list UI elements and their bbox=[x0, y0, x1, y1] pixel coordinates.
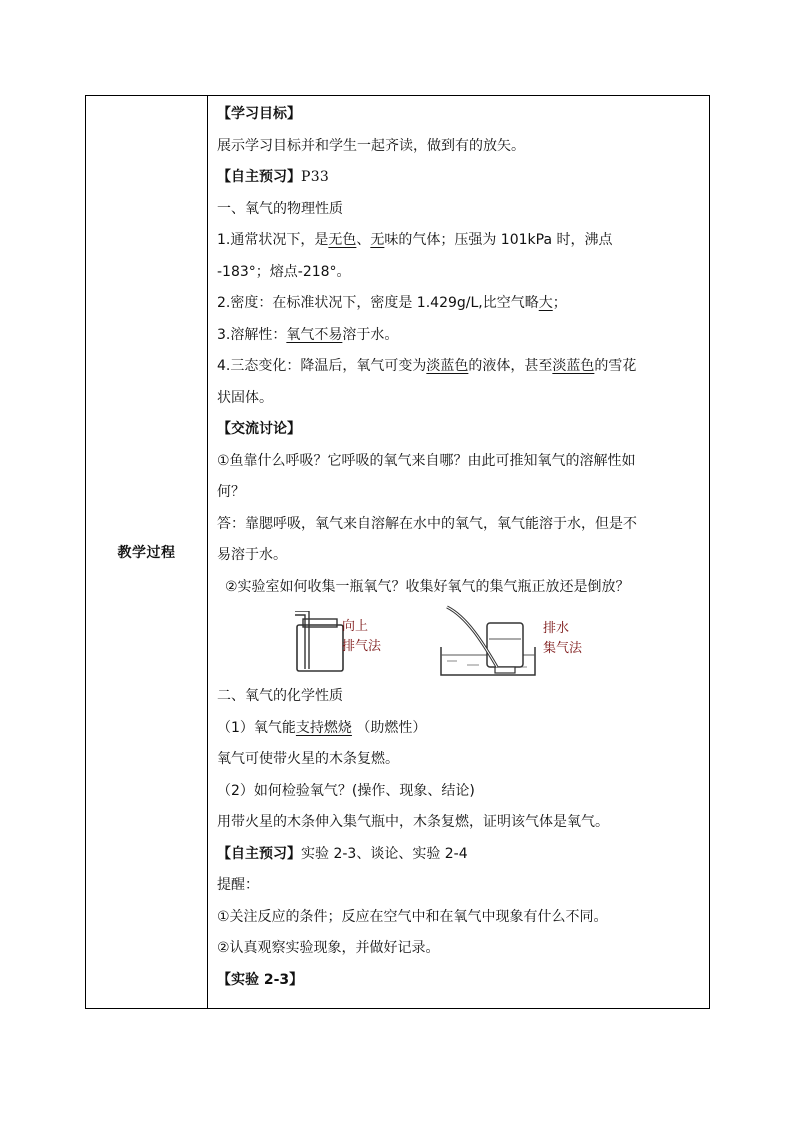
physical-p1-line2: -183°；熔点-218°。 bbox=[217, 263, 351, 280]
physical-title: 一、氧气的物理性质 bbox=[217, 200, 343, 217]
preview-heading-line bbox=[217, 162, 701, 194]
physical-p2 bbox=[217, 288, 701, 320]
text-run: 2.密度：在标准状况下，密度是 1.429g/L,比空气略 bbox=[217, 295, 539, 311]
answer-blank: 大 bbox=[538, 295, 553, 311]
lesson-table bbox=[85, 95, 710, 1009]
experiment-heading: 【实验 2-3】 bbox=[217, 971, 304, 988]
text-run: 的液体，甚至 bbox=[468, 358, 553, 374]
discussion-q1-line1: ①鱼靠什么呼吸？它呼吸的氧气来自哪？由此可推知氧气的溶解性如 bbox=[217, 452, 636, 469]
answer-blank: 淡蓝色 bbox=[426, 358, 469, 374]
text-run: （1）氧气能 bbox=[217, 719, 296, 736]
chemical-p2: （2）如何检验氧气？(操作、现象、结论) bbox=[217, 782, 475, 799]
goal-heading: 【学习目标】 bbox=[217, 106, 301, 122]
text-run: 的雪花 bbox=[594, 358, 637, 374]
reminder-2: ②认真观察实验现象，并做好记录。 bbox=[217, 940, 440, 956]
preview2-line bbox=[217, 839, 701, 871]
answer-blank: 无 bbox=[370, 232, 385, 248]
text-run: 3.溶解性： bbox=[217, 326, 287, 343]
figure-label-line: 向上 bbox=[342, 619, 369, 634]
physical-p4-line2: 状固体。 bbox=[217, 389, 273, 406]
water-displacement-trough-icon bbox=[437, 603, 537, 679]
content-cell bbox=[208, 96, 710, 1009]
figure-label-line: 排气法 bbox=[342, 639, 382, 654]
text-run: 4.三态变化：降温后，氧气可变为 bbox=[217, 358, 427, 374]
upward-air-displacement-label bbox=[342, 617, 381, 657]
answer-blank: 支持燃烧 bbox=[295, 719, 352, 736]
preview2-text: 实验 2-3、谈论、实验 2-4 bbox=[301, 845, 468, 862]
reminder-label: 提醒： bbox=[217, 877, 259, 893]
gas-collection-figures bbox=[217, 603, 701, 681]
preview-heading: 【自主预习】 bbox=[217, 169, 301, 185]
discussion-a1-line2: 易溶于水。 bbox=[217, 547, 287, 563]
physical-p4-line1 bbox=[217, 351, 701, 383]
chemical-p1 bbox=[217, 713, 701, 745]
text-run: ； bbox=[552, 295, 567, 311]
preview2-heading: 【自主预习】 bbox=[217, 845, 301, 862]
figure-label-line: 集气法 bbox=[543, 641, 583, 656]
answer-blank: 无色 bbox=[328, 232, 357, 248]
text-run: 、 bbox=[356, 232, 371, 248]
physical-p3 bbox=[217, 320, 701, 352]
physical-p1-line1 bbox=[217, 225, 701, 257]
reminder-1: ①关注反应的条件；反应在空气中和在氧气中现象有什么不同。 bbox=[217, 908, 608, 925]
left-column-cell bbox=[86, 96, 208, 1009]
chemical-p1-note: 氧气可使带火星的木条复燃。 bbox=[217, 751, 399, 767]
text-run: 溶于水。 bbox=[342, 326, 399, 343]
chemical-p2-answer: 用带火星的木条伸入集气瓶中，木条复燃，证明该气体是氧气。 bbox=[217, 814, 609, 830]
discussion-q2: ②实验室如何收集一瓶氧气？收集好氧气的集气瓶正放还是倒放？ bbox=[225, 578, 630, 595]
text-run: 1.通常状况下，是 bbox=[217, 232, 329, 248]
discussion-q1-line2: 何？ bbox=[217, 484, 245, 500]
discussion-heading: 【交流讨论】 bbox=[217, 421, 301, 437]
figure-label-line: 排水 bbox=[543, 621, 570, 636]
goal-text: 展示学习目标并和学生一起齐读，做到有的放矢。 bbox=[217, 137, 525, 154]
chemical-title: 二、氧气的化学性质 bbox=[217, 688, 343, 704]
section-label: 教学过程 bbox=[117, 545, 176, 561]
preview-ref: P33 bbox=[301, 169, 330, 185]
water-displacement-label bbox=[543, 619, 582, 659]
text-run: （助燃性） bbox=[351, 719, 427, 736]
text-run: 味的气体；压强为 101kPa 时，沸点 bbox=[384, 232, 613, 248]
discussion-a1-line1: 答：靠腮呼吸，氧气来自溶解在水中的氧气，氧气能溶于水，但是不 bbox=[217, 515, 637, 532]
answer-blank: 氧气不易 bbox=[286, 326, 343, 343]
content-body bbox=[208, 96, 709, 996]
answer-blank: 淡蓝色 bbox=[552, 358, 595, 374]
